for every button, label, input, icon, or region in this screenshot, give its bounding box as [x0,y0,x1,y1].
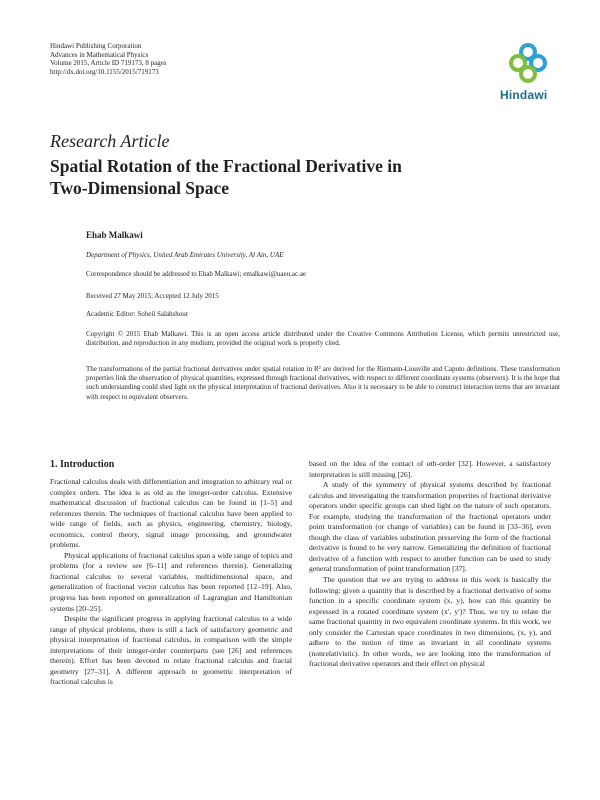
journal-header [50,42,167,76]
paper-title [50,155,530,199]
title-line-1: Spatial Rotation of the Fractional Derivative in [50,156,402,176]
paragraph: A study of the symmetry of physical systems described by fractional calculus and investigating the transformation properties of fractional derivative operators under specific groups can shed light on the nature of such operators. For example, studying the transformation of the fractional operators under point transformation (or change of variables) can be found in [33–36], even though the class of variables substitution preserving the form of the fractional derivative is found to be very narrow. Generalizing the definition of fractional derivative of a function with respect to another function can be used to study general transformation of point transformation [37]. [309,480,551,574]
paragraph: Despite the significant progress in applying fractional calculus to a wide range of physical problems, there is still a lack of satisfactory geometric and physical interpretation of fractional calculus, in comparison with the simple interpretations of their integer-order counterparts (see [26] and references therein). Effort has been devoted to relate fractional calculus and fractal geometry [27–31]. A different approach to geometric interpretation of fractional calculus is [50,614,292,687]
logo-text: Hindawi [500,88,548,102]
paragraph: The question that we are trying to address in this work is basically the following: given a quantity that is described by a fractional derivative of some function in a specific coordinate system (x, y), how can this quantity be expressed in a rotated coordinate system (x′, y′)? Thus, we try to relate the same fractional quantity in two equivalent coordinate systems. In this work, we only consider the Cartesian space coordinates in two dimensions, (x, y), and adhere to the notion of time as invariant in all coordinate systems (nonrelativistic). In other words, we are looking into the transformation of fractional derivative operators and their effect on physical [309,575,551,669]
publisher-name: Hindawi Publishing Corporation [50,42,142,50]
right-column [309,459,551,670]
volume-info: Volume 2015, Article ID 719173, 8 pages [50,59,167,67]
hindawi-logo-icon [496,43,560,87]
paragraph: based on the idea of the contact of αth-order [32]. However, a satisfactory interpretation is still missing [26]. [309,459,551,479]
affiliation: Department of Physics, United Arab Emirates University, Al Ain, UAE [86,251,284,259]
author-name: Ehab Malkawi [86,230,143,240]
academic-editor: Academic Editor: Soheil Salahshour [86,310,189,318]
doi-link[interactable]: http://dx.doi.org/10.1155/2015/719173 [50,67,159,76]
paragraph: Fractional calculus deals with differentiation and integration to arbitrary real or complex orders. The idea is as old as the integer-order calculus. Extensive mathematical discussion of fractional calculus can be found in [1–5] and references therein. The techniques of fractional calculus have been applied to wide range of fields, such as physics, engineering, chemistry, biology, economics, control theory, signal image processing, and groundwater problems. [50,477,292,550]
paragraph: Physical applications of fractional calculus span a wide range of topics and problems (for a review see [6–11] and references therein). Generalizing fractional calculus to several variables, multidimensional space, and generalization of fractional vector calculus has been reported [12–19]. Also, progress has been reported on generalization of Lagrangian and Hamiltonian systems [20–25]. [50,550,292,613]
copyright-notice: Copyright © 2015 Ehab Malkawi. This is an open access article distributed under the Creative Commons Attribution License, which permits unrestricted use, distribution, and reproduction in any medium, provided the original work is properly cited. [86,330,560,348]
journal-name: Advances in Mathematical Physics [50,50,149,59]
title-line-2: Two-Dimensional Space [50,178,230,198]
correspondence: Correspondence should be addressed to Ehab Malkawi; emalkawi@uaeu.ac.ae [86,270,307,278]
abstract: The transformations of the partial fractional derivatives under spatial rotation in R² are derived for the Riemann-Liouville and Caputo definitions. These transformation properties link the observation of physical quantities, expressed through fractional derivatives, with respect to different coordinate systems (observers). It is the hope that such understanding could shed light on the physical interpretation of fractional derivatives. Also it is necessary to be able to construct interaction terms that are invariant with respect to equivalent observers. [86,365,560,401]
hindawi-logo [496,43,560,103]
section-heading: 1. Introduction [50,459,115,470]
article-type: Research Article [50,131,170,151]
left-column [50,477,292,688]
dates: Received 27 May 2015; Accepted 12 July 2015 [86,292,219,300]
